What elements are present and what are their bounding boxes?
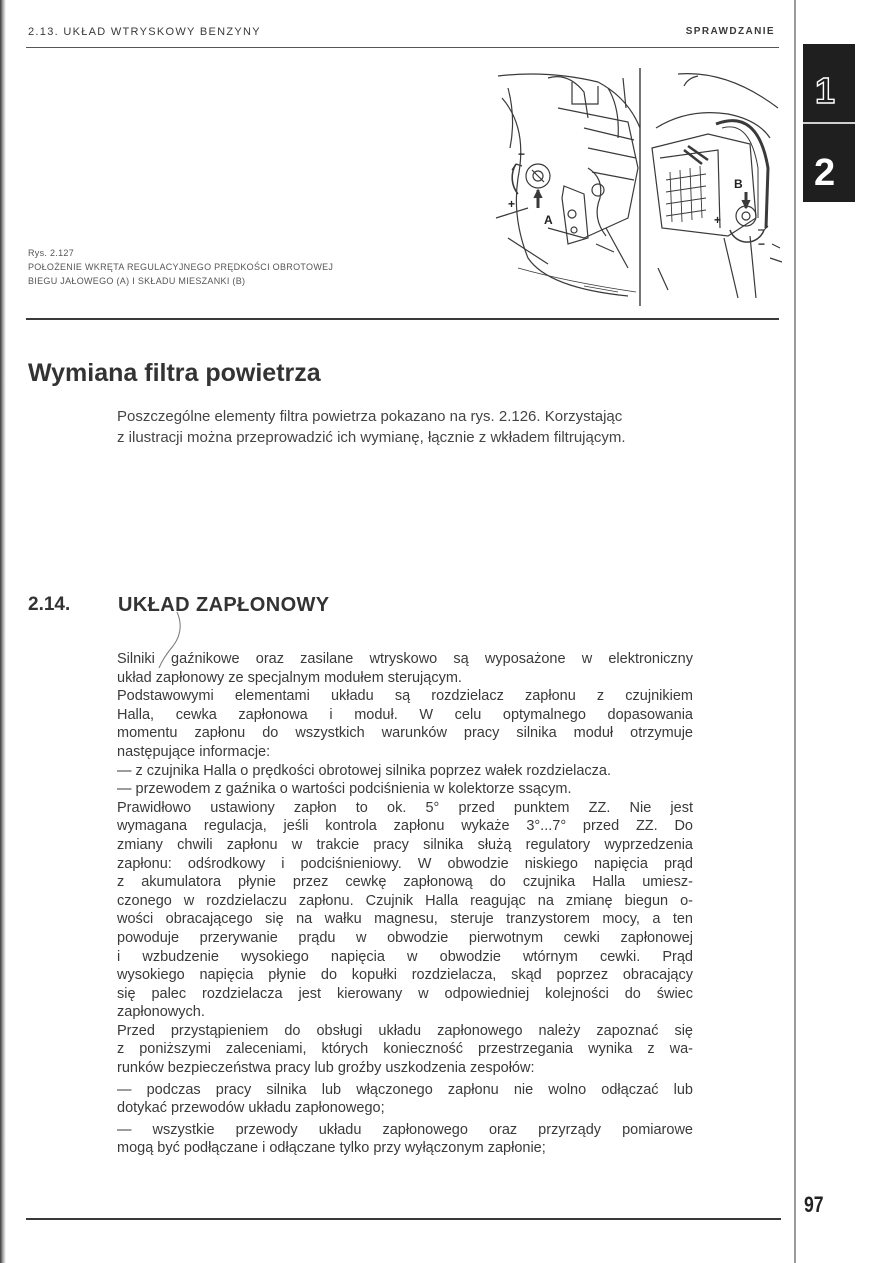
chapter-tab-1[interactable] — [803, 44, 855, 122]
chapter-header: 2.13. UKŁAD WTRYSKOWY BENZYNY — [28, 26, 261, 38]
figure-separator — [26, 318, 779, 320]
text-line: wysokiego napięcia płynie do kopułki rozdzielacza, skąd poprzez obracający — [117, 967, 693, 984]
page-binding-edge — [0, 0, 6, 1263]
footer-rule — [26, 1218, 781, 1220]
text-line: Silniki gaźnikowe oraz zasilane wtryskowo są wyposażone w elektroniczny — [117, 651, 693, 667]
figure-plus-right: + — [714, 213, 722, 227]
page-number: 97 — [804, 1192, 824, 1217]
text-line: i wzbudzenie wysokiego napięcia w obwodzie wtórnym cewki. Prąd — [117, 948, 693, 965]
text-line: zapłonowych. — [117, 1004, 205, 1021]
figure-label-a: A — [544, 213, 553, 227]
page-margin-line — [794, 0, 796, 1263]
text-line: układ zapłonowy ze specjalnym modułem sterującym. — [117, 669, 462, 686]
text-line: czonego w rozdzielaczu zapłonu. Czujnik Halla reagując na zmianę biegun o- — [117, 892, 693, 909]
engine-adjustment-figure — [488, 68, 786, 306]
text-line: się palec rozdzielacza jest kierowany w odpowiedniej kolejności do świec — [117, 985, 693, 1002]
section-number: 2.14. — [28, 594, 71, 615]
figure-minus-right: − — [758, 237, 766, 251]
section-title: UKŁAD ZAPŁONOWY — [118, 594, 330, 616]
text-line: Halla, cewka zapłonowa i moduł. W celu optymalnego dopasowania — [117, 706, 693, 723]
text-line: z poniższymi zaleceniami, których konieczność przestrzegania wynika z wa- — [117, 1041, 693, 1058]
figure-plus-left: + — [508, 197, 516, 211]
list-item: — wszystkie przewody układu zapłonowego oraz przyrządy pomiarowe — [117, 1121, 693, 1138]
text-line: powoduje przerywanie prądu w obwodzie pierwotnym cewki zapłonowej — [117, 929, 693, 946]
list-item: — podczas pracy silnika lub włączonego zapłonu nie wolno odłączać lub — [117, 1081, 693, 1098]
text-line: z akumulatora płynie przez cewkę zapłonową do czujnika Halla umiesz- — [117, 874, 693, 891]
caption-line: POŁOŻENIE WKRĘTA REGULACYJNEGO PRĘDKOŚCI OBROTOWEJ — [28, 262, 334, 272]
list-item: — z czujnika Halla o prędkości obrotowej silnika poprzez wałek rozdzielacza. — [117, 762, 612, 779]
text-line: wymagana regulacja, jeśli kontrola zapłonu wykaże 3°...7° przed ZZ. Do — [117, 818, 693, 835]
figure-caption — [28, 246, 333, 288]
text-line: Prawidłowo ustawiony zapłon to ok. 5° przed punktem ZZ. Nie jest — [117, 799, 693, 816]
figure-minus-left: − — [518, 147, 526, 161]
chapter-tab-2[interactable] — [803, 124, 855, 202]
text-line: Przed przystąpieniem do obsługi układu zapłonowego należy zapoznać się — [117, 1022, 693, 1039]
list-item: — przewodem z gaźnika o wartości podciśnienia w kolektorze ssącym. — [117, 781, 572, 798]
caption-line: Rys. 2.127 — [28, 248, 75, 258]
chapter-tab-2-label: 2 — [814, 152, 836, 194]
text-line: momentu zapłonu do wszystkich warunków pracy silnika moduł otrzymuje — [117, 725, 693, 742]
list-item-continued: dotykać przewodów układu zapłonowego; — [117, 1100, 385, 1117]
text-line: zmiany chwili zapłonu w trakcie pracy silnika służą regulatory wyprzedzenia — [117, 836, 693, 853]
text-line: następujące informacje: — [117, 743, 271, 760]
section-header: SPRAWDZANIE — [685, 26, 775, 37]
filter-section-text — [117, 406, 697, 448]
paragraph-line: z ilustracji można przeprowadzić ich wymianę, łącznie z wkładem filtrującym. — [117, 429, 626, 446]
paragraph-line: Poszczególne elementy filtra powietrza pokazano na rys. 2.126. Korzystając — [117, 408, 623, 425]
text-line: zapłonu: odśrodkowy i podciśnieniowy. W obwodzie niskiego napięcia prąd — [117, 855, 693, 872]
caption-line: BIEGU JAŁOWEGO (A) I SKŁADU MIESZANKI (B) — [28, 276, 246, 286]
text-line: Podstawowymi elementami układu są rozdzielacz zapłonu z czujnikiem — [117, 688, 693, 705]
text-line: runków bezpieczeństwa pracy lub groźby uszkodzenia zespołów: — [117, 1060, 535, 1077]
filter-section-title: Wymiana filtra powietrza — [28, 359, 321, 387]
figure-label-b: B — [734, 177, 743, 191]
section-body — [117, 650, 693, 1158]
text-line: wości obracającego się na wałku magnesu, steruje tranzystorem mocy, a ten — [117, 911, 693, 928]
header-rule — [26, 47, 779, 48]
chapter-tab-1-label: 1 — [815, 70, 836, 111]
list-item-continued: mogą być podłączane i odłączane tylko przy wyłączonym zapłonie; — [117, 1140, 546, 1157]
